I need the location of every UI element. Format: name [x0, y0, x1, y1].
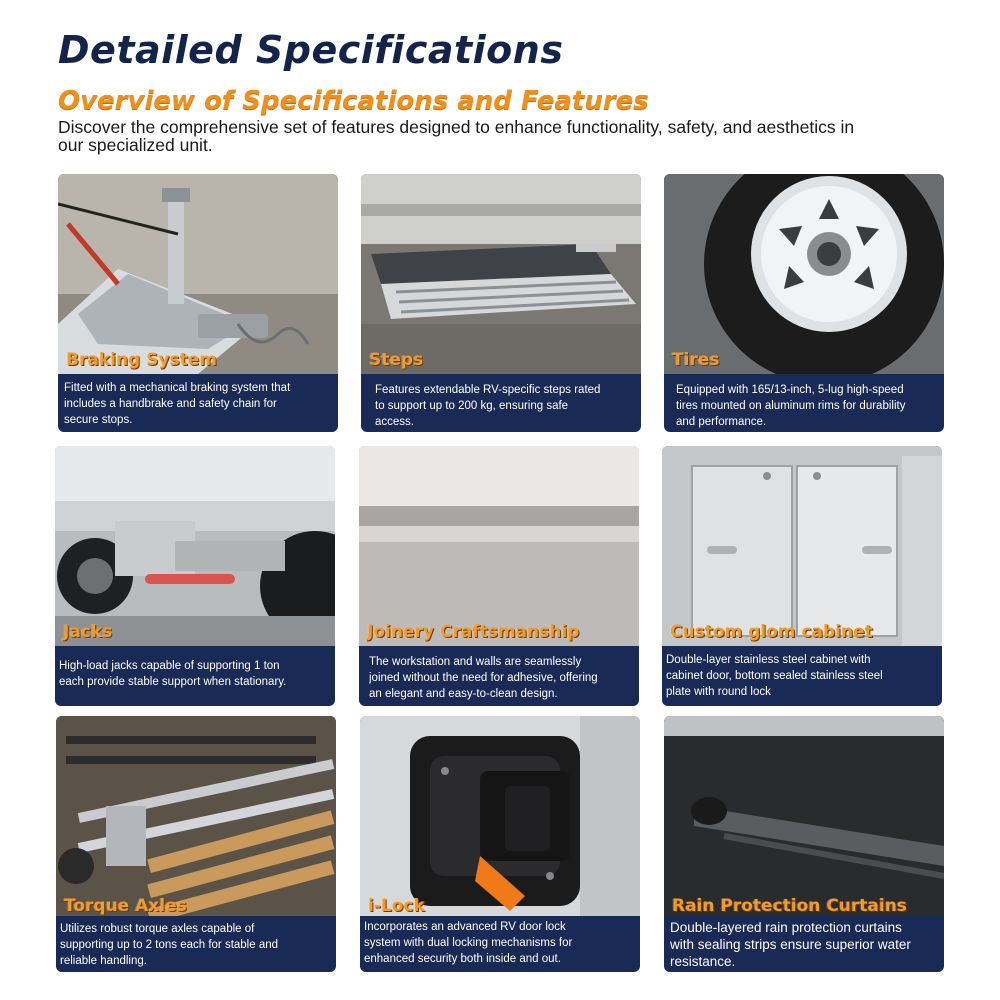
feature-title: Jacks	[63, 622, 113, 642]
feature-description	[60, 921, 332, 969]
feature-title: Tires	[672, 350, 720, 370]
description-line: Equipped with 165/13-inch, 5-lug high-speed	[676, 384, 904, 396]
description-line: reliable handling.	[60, 955, 147, 967]
description-line: joined without the need for adhesive, offering	[369, 672, 598, 684]
description-line: Incorporates an advanced RV door lock	[364, 921, 566, 933]
description-line: Fitted with a mechanical braking system that	[64, 382, 291, 394]
rain-curtains-photo	[664, 716, 944, 916]
feature-title: Rain Protection Curtains	[672, 896, 907, 916]
description-line: enhanced security both inside and out.	[364, 953, 561, 965]
description-line: an elegant and easy-to-clean design.	[369, 688, 558, 700]
description-line: Double-layer stainless steel cabinet with	[666, 654, 871, 666]
feature-description	[670, 919, 942, 970]
feature-title: Braking System	[66, 350, 217, 370]
description-line: Features extendable RV-specific steps rated	[375, 384, 601, 396]
description-line: to support up to 200 kg, ensuring safe	[375, 400, 569, 412]
feature-card-torque-axles	[56, 716, 336, 972]
description-line: and performance.	[676, 416, 767, 428]
description-line: system with dual locking mechanisms for	[364, 937, 573, 949]
feature-title: Steps	[369, 350, 424, 370]
page-subtitle: Overview of Specifications and Features	[58, 86, 649, 116]
joinery-photo	[359, 446, 639, 646]
feature-title: Joinery Craftsmanship	[367, 622, 580, 642]
tires-photo	[664, 174, 944, 374]
description-line: plate with round lock	[666, 686, 771, 698]
feature-card-steps	[361, 174, 641, 432]
feature-card-braking-system	[58, 174, 338, 432]
intro-line: Discover the comprehensive set of features designed to enhance functionality, safety, and aesthetics in	[58, 117, 855, 137]
jacks-photo	[55, 446, 335, 646]
feature-title: Custom glom cabinet	[670, 622, 873, 642]
cabinet-photo	[662, 446, 942, 646]
description-line: resistance.	[670, 954, 736, 969]
feature-card-rain-protection-curtains	[664, 716, 944, 972]
intro-line: our specialized unit.	[58, 135, 213, 155]
description-line: cabinet door, bottom sealed stainless steel	[666, 670, 883, 682]
torque-axles-photo	[56, 716, 336, 916]
feature-description	[59, 658, 331, 690]
feature-card-custom-cabinet	[662, 446, 942, 706]
braking-system-photo	[58, 174, 338, 374]
description-line: with sealing strips ensure superior water	[670, 937, 911, 952]
i-lock-photo	[360, 716, 640, 916]
page-title: Detailed Specifications	[58, 28, 564, 72]
feature-card-i-lock	[360, 716, 640, 972]
description-line: High-load jacks capable of supporting 1 ton	[59, 660, 280, 672]
description-line: supporting up to 2 tons each for stable and	[60, 939, 279, 951]
feature-description	[666, 652, 938, 700]
feature-card-tires	[664, 174, 944, 432]
feature-description	[375, 382, 641, 430]
feature-description	[676, 382, 944, 430]
description-line: access.	[375, 416, 414, 428]
description-line: each provide stable support when stationary.	[59, 676, 287, 688]
feature-title: i-Lock	[368, 896, 425, 916]
description-line: Utilizes robust torque axles capable of	[60, 923, 255, 935]
feature-card-joinery-craftsmanship	[359, 446, 639, 706]
description-line: Double-layered rain protection curtains	[670, 920, 902, 935]
steps-photo	[361, 174, 641, 374]
feature-card-jacks	[55, 446, 335, 706]
feature-description	[364, 919, 636, 967]
feature-description	[64, 380, 336, 428]
description-line: secure stops.	[64, 414, 133, 426]
feature-description	[369, 654, 639, 702]
description-line: includes a handbrake and safety chain for	[64, 398, 277, 410]
description-line: The workstation and walls are seamlessly	[369, 656, 582, 668]
description-line: tires mounted on aluminum rims for durability	[676, 400, 906, 412]
feature-title: Torque Axles	[64, 896, 187, 916]
